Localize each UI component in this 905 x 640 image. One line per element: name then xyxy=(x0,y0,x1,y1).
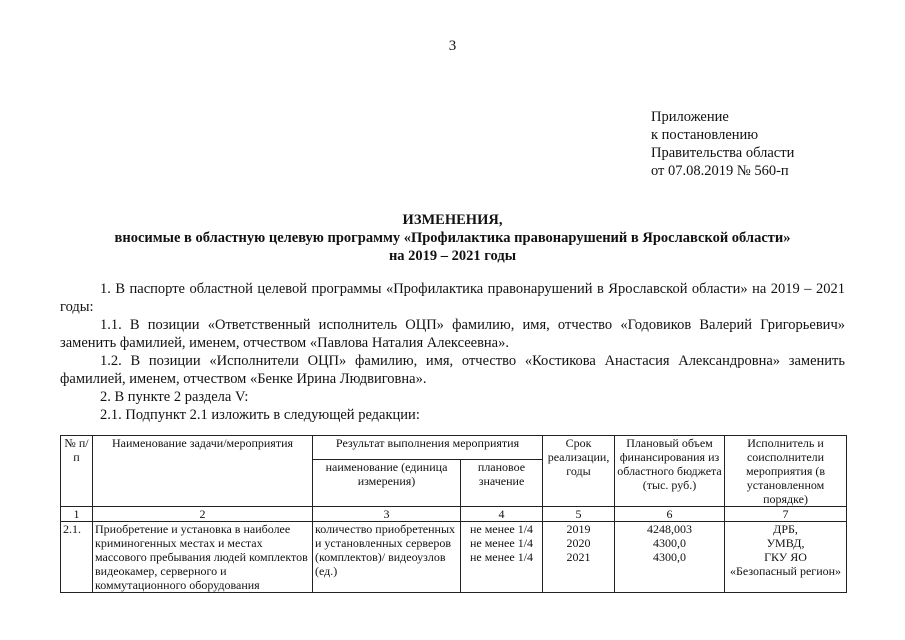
col-number: 6 xyxy=(615,507,725,522)
executor: ДРБ, xyxy=(773,522,798,536)
header-funding: Плановый объем финансирования из областного бюджета (тыс. руб.) xyxy=(615,436,725,507)
plan-table xyxy=(60,435,847,593)
plan-value: не менее 1/4 xyxy=(469,522,534,536)
appendix-line: от 07.08.2019 № 560-п xyxy=(651,163,789,179)
header-result-name: наименование (единица измерения) xyxy=(313,460,461,507)
title-line: на 2019 – 2021 годы xyxy=(388,248,517,264)
body-text xyxy=(60,280,845,424)
funding-value: 4300,0 xyxy=(653,550,687,564)
row-task: Приобретение и установка в наиболее криминогенных местах и местах массового пребывания людей комплектов видеокамер, серверного и коммутационного оборудования xyxy=(93,522,313,593)
header-num: № п/п xyxy=(61,436,93,507)
year: 2020 xyxy=(566,536,591,550)
row-funding xyxy=(615,522,725,593)
year: 2019 xyxy=(566,522,591,536)
appendix-block xyxy=(651,108,794,180)
col-number: 7 xyxy=(725,507,847,522)
page-number: 3 xyxy=(448,38,457,54)
table-row xyxy=(61,522,847,593)
year: 2021 xyxy=(566,550,591,564)
paragraph: 2.1. Подпункт 2.1 изложить в следующей редакции: xyxy=(100,407,420,423)
executor: УМВД, xyxy=(766,536,805,550)
col-number: 3 xyxy=(313,507,461,522)
header-term: Срок реализации, годы xyxy=(543,436,615,507)
funding-value: 4300,0 xyxy=(653,536,687,550)
row-executors xyxy=(725,522,847,593)
appendix-line: Приложение xyxy=(651,109,729,125)
table-colnum-row xyxy=(61,507,847,522)
executor: ГКУ ЯО xyxy=(764,550,807,564)
executor: «Безопасный регион» xyxy=(729,564,842,578)
col-number: 4 xyxy=(461,507,543,522)
row-num: 2.1. xyxy=(61,522,93,593)
title-line: ИЗМЕНЕНИЯ, xyxy=(402,212,503,228)
header-result-plan: плановое значение xyxy=(461,460,543,507)
header-executor: Исполнитель и соисполнители мероприятия (в установленном порядке) xyxy=(725,436,847,507)
plan-value: не менее 1/4 xyxy=(469,536,534,550)
title-line: вносимые в областную целевую программу «Профилактика правонарушений в Ярославской области» xyxy=(114,230,791,246)
plan-value: не менее 1/4 xyxy=(469,550,534,564)
row-plan-values xyxy=(461,522,543,593)
paragraph: 1. В паспорте областной целевой программы «Профилактика правонарушений в Ярославской области» на 2019 – 2021 годы: xyxy=(60,281,845,315)
table-header-row xyxy=(61,436,847,460)
document-title xyxy=(60,211,845,265)
col-number: 1 xyxy=(61,507,93,522)
funding-value: 4248,003 xyxy=(647,522,693,536)
row-result-name: количество приобретенных и установленных серверов (комплектов)/ видеоузлов (ед.) xyxy=(313,522,461,593)
col-number: 5 xyxy=(543,507,615,522)
paragraph: 1.1. В позиции «Ответственный исполнитель ОЦП» фамилию, имя, отчество «Годовиков Валерий Григорьевич» заменить фамилией, именем, отчеством «Павлова Наталия Алексеевна». xyxy=(60,317,845,351)
appendix-line: Правительства области xyxy=(651,145,795,161)
appendix-line: к постановлению xyxy=(651,127,759,143)
paragraph: 2. В пункте 2 раздела V: xyxy=(100,389,249,405)
header-task: Наименование задачи/мероприятия xyxy=(93,436,313,507)
header-result: Результат выполнения мероприятия xyxy=(313,436,543,460)
paragraph: 1.2. В позиции «Исполнители ОЦП» фамилию, имя, отчество «Костикова Анастасия Александровна» заменить фамилией, именем, отчеством «Бенке Ирина Людвиговна». xyxy=(60,353,845,387)
row-years xyxy=(543,522,615,593)
col-number: 2 xyxy=(93,507,313,522)
